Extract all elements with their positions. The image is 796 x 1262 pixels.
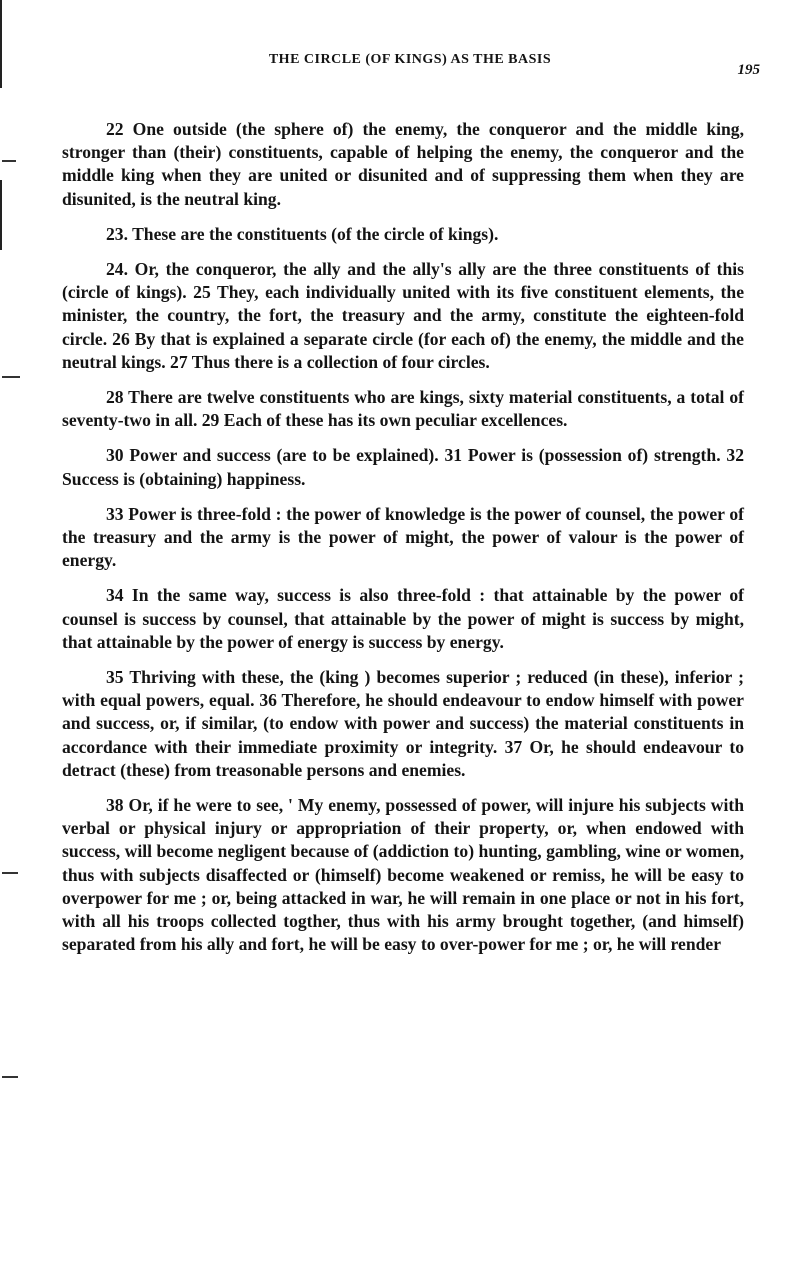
running-head: THE CIRCLE (OF KINGS) AS THE BASIS <box>268 52 552 67</box>
margin-mark <box>2 872 18 874</box>
margin-mark <box>2 1076 18 1078</box>
body-text <box>62 118 744 969</box>
paragraph-30-32: 30 Power and success (are to be explained). 31 Power is (possession of) strength. 32 Success is (obtaining) happiness. <box>62 445 744 489</box>
margin-mark <box>2 376 20 378</box>
paragraph-35-37: 35 Thriving with these, the (king ) becomes superior ; reduced (in these), inferior ; with equal powers, equal. 36 Therefore, he should endeavour to endow himself with power and success, or, if similar, (to endow with power and success) the material constituents in accordance with their immediate proximity or integrity. 37 Or, he should endeavour to detract (these) from treasonable persons and enemies. <box>62 667 744 780</box>
binding-edge-line <box>0 180 2 250</box>
paragraph-33: 33 Power is three-fold : the power of knowledge is the power of counsel, the power of the treasury and the army is the power of might, the power of valour is the power of energy. <box>62 503 744 571</box>
paragraph-23: 23. These are the constituents (of the circle of kings). <box>106 223 499 244</box>
page-number: 195 <box>737 62 760 78</box>
paragraph-34: 34 In the same way, success is also three-fold : that attainable by the power of counsel is success by counsel, that attainable by the power of might is success by might, that attainable by the power of energy is success by energy. <box>62 585 744 652</box>
paragraph-22: 22 One outside (the sphere of) the enemy, the conqueror and the middle king, stronger than (their) constituents, capable of helping the enemy, the conqueror and the middle king when they are united or disunited and of suppressing them when they are disunited, is the neutral king. <box>62 119 744 209</box>
binding-edge-line <box>0 0 2 88</box>
paragraph-38: 38 Or, if he were to see, ' My enemy, possessed of power, will injure his subjects with verbal or physical injury or appropriation of their property, or, when endowed with success, will become negligent because of (addiction to) hunting, gambling, wine or women, thus with subjects disaffected or (himself) become weakened or remiss, he will be easy to overpower for me ; or, being attacked in war, he will remain in one place or not in his fort, with all his troops collected togther, thus with his army brought together, (and himself) separated from his ally and fort, he will be easy to over-power for me ; or, he will render <box>62 795 744 955</box>
paragraph-24-27: 24. Or, the conqueror, the ally and the ally's ally are the three constituents of this (circle of kings). 25 They, each individually united with its five constituent elements, the minister, the country, the fort, the treasury and the army, constitute the eighteen-fold circle. 26 By that is explained a separate circle (for each of) the enemy, the middle and the neutral kings. 27 Thus there is a collection of four circles. <box>62 259 744 372</box>
paragraph-28-29: 28 There are twelve constituents who are kings, sixty material constituents, a total of seventy-two in all. 29 Each of these has its own peculiar excellences. <box>62 387 744 431</box>
margin-mark <box>2 160 16 162</box>
